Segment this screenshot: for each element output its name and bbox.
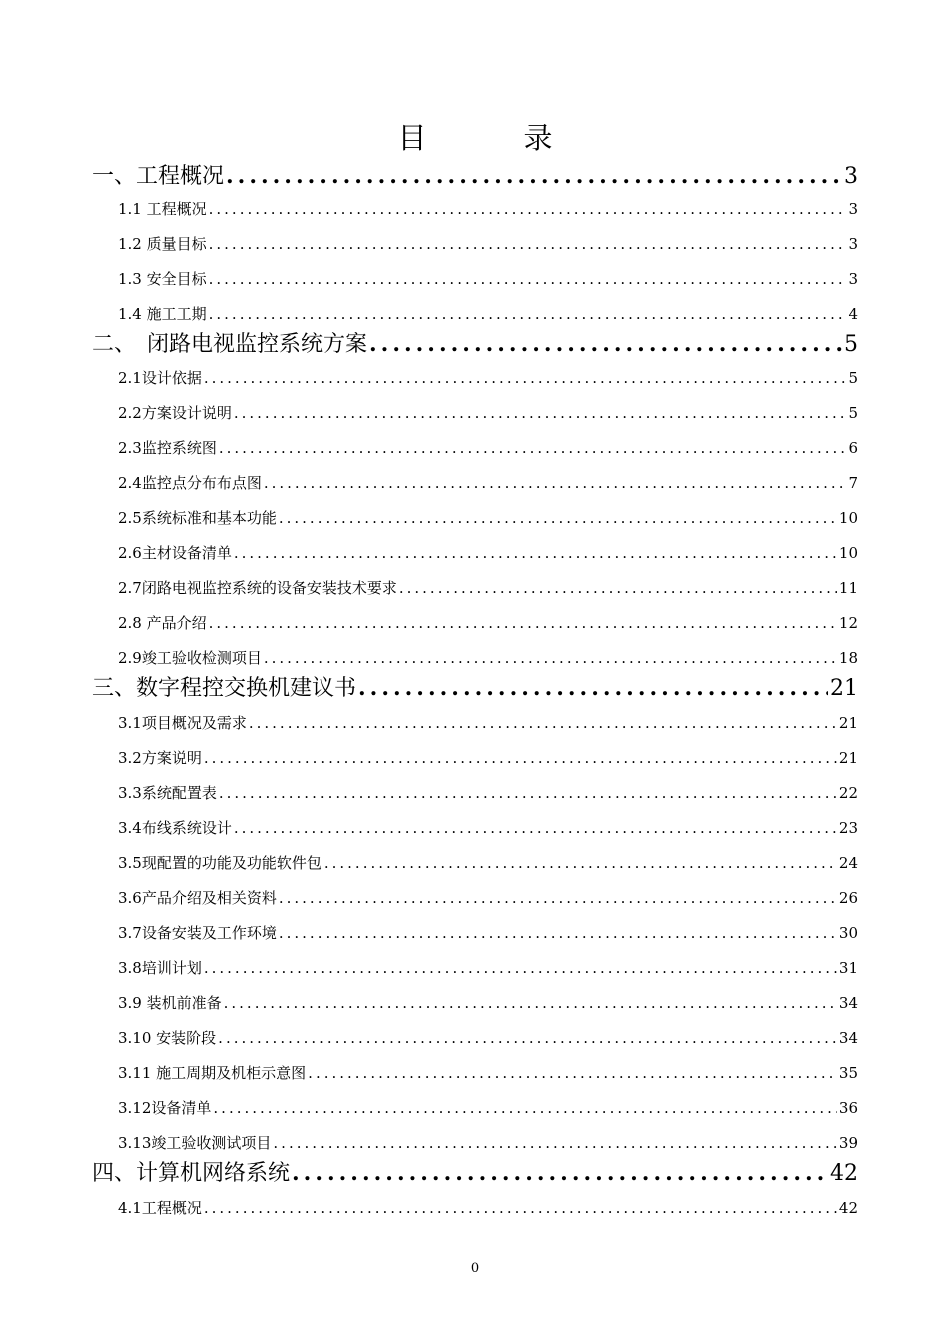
toc-entry-page-number: 11 bbox=[838, 579, 858, 597]
toc-chapter-entry[interactable] bbox=[92, 672, 858, 704]
toc-dot-leader bbox=[273, 1131, 837, 1155]
toc-entry-label: 3.1项目概况及需求 bbox=[118, 714, 247, 732]
toc-section-entry[interactable] bbox=[118, 956, 858, 980]
toc-entry-label: 二、 闭路电视监控系统方案 bbox=[92, 332, 368, 357]
toc-entry-page-number: 26 bbox=[838, 889, 858, 907]
toc-entry-page-number: 10 bbox=[838, 544, 858, 562]
toc-section-entry[interactable] bbox=[118, 991, 858, 1015]
toc-dot-leader bbox=[219, 781, 837, 805]
toc-section-entry[interactable] bbox=[118, 197, 858, 221]
toc-entry-page-number: 35 bbox=[838, 1064, 858, 1082]
toc-dot-leader bbox=[209, 197, 847, 221]
toc-entry-label: 1.3 安全目标 bbox=[118, 270, 207, 288]
toc-dot-leader bbox=[224, 991, 837, 1015]
toc-section-entry[interactable] bbox=[118, 267, 858, 291]
toc-entry-label: 1.2 质量目标 bbox=[118, 235, 207, 253]
toc-entry-page-number: 3 bbox=[848, 200, 858, 218]
toc-entry-page-number: 3 bbox=[848, 235, 858, 253]
toc-entry-label: 3.9 装机前准备 bbox=[118, 994, 222, 1012]
toc-entry-label: 2.4监控点分布布点图 bbox=[118, 474, 262, 492]
toc-entry-label: 2.6主材设备清单 bbox=[118, 544, 232, 562]
toc-entry-label: 3.11 施工周期及机柜示意图 bbox=[118, 1064, 307, 1082]
toc-dot-leader bbox=[292, 1157, 828, 1189]
toc-entry-page-number: 18 bbox=[838, 649, 858, 667]
toc-section-entry[interactable] bbox=[118, 541, 858, 565]
toc-dot-leader bbox=[249, 711, 837, 735]
toc-entry-page-number: 6 bbox=[848, 439, 858, 457]
toc-section-entry[interactable] bbox=[118, 1061, 858, 1085]
toc-entry-label: 3.6产品介绍及相关资料 bbox=[118, 889, 277, 907]
toc-dot-leader bbox=[213, 1096, 837, 1120]
toc-section-entry[interactable] bbox=[118, 1026, 858, 1050]
toc-dot-leader bbox=[324, 851, 837, 875]
toc-entry-page-number: 30 bbox=[838, 924, 858, 942]
toc-section-entry[interactable] bbox=[118, 816, 858, 840]
toc-dot-leader bbox=[226, 160, 842, 192]
toc-section-entry[interactable] bbox=[118, 401, 858, 425]
toc-section-entry[interactable] bbox=[118, 1096, 858, 1120]
toc-dot-leader bbox=[358, 672, 828, 704]
toc-entry-page-number: 36 bbox=[838, 1099, 858, 1117]
toc-entry-page-number: 39 bbox=[838, 1134, 858, 1152]
toc-entry-page-number: 12 bbox=[838, 614, 858, 632]
toc-entry-label: 1.4 施工工期 bbox=[118, 305, 207, 323]
toc-section-entry[interactable] bbox=[118, 1131, 858, 1155]
toc-entry-label: 3.2方案说明 bbox=[118, 749, 202, 767]
toc-entry-page-number: 21 bbox=[838, 749, 858, 767]
toc-entry-page-number: 3 bbox=[844, 164, 858, 189]
toc-section-entry[interactable] bbox=[118, 576, 858, 600]
toc-dot-leader bbox=[369, 328, 842, 360]
toc-entry-page-number: 34 bbox=[838, 994, 858, 1012]
toc-dot-leader bbox=[219, 436, 847, 460]
toc-chapter-entry[interactable] bbox=[92, 1157, 858, 1189]
toc-section-entry[interactable] bbox=[118, 851, 858, 875]
toc-dot-leader bbox=[209, 611, 837, 635]
toc-dot-leader bbox=[209, 232, 847, 256]
toc-entry-page-number: 42 bbox=[830, 1161, 858, 1186]
page-title: 目 录 bbox=[397, 121, 587, 155]
toc-entry-page-number: 5 bbox=[848, 404, 858, 422]
toc-dot-leader bbox=[234, 541, 837, 565]
toc-section-entry[interactable] bbox=[118, 611, 858, 635]
toc-dot-leader bbox=[234, 401, 847, 425]
toc-entry-page-number: 34 bbox=[838, 1029, 858, 1047]
toc-dot-leader bbox=[218, 1026, 837, 1050]
toc-section-entry[interactable] bbox=[118, 921, 858, 945]
toc-entry-label: 三、数字程控交换机建议书 bbox=[92, 676, 357, 701]
toc-section-entry[interactable] bbox=[118, 1196, 858, 1220]
toc-dot-leader bbox=[279, 921, 837, 945]
toc-dot-leader bbox=[234, 816, 837, 840]
toc-entry-page-number: 4 bbox=[848, 305, 858, 323]
toc-entry-label: 3.7设备安装及工作环境 bbox=[118, 924, 277, 942]
toc-entry-page-number: 10 bbox=[838, 509, 858, 527]
toc-section-entry[interactable] bbox=[118, 232, 858, 256]
toc-entry-label: 2.1设计依据 bbox=[118, 369, 202, 387]
toc-entry-label: 3.13竣工验收测试项目 bbox=[118, 1134, 272, 1152]
toc-entry-page-number: 7 bbox=[848, 474, 858, 492]
toc-section-entry[interactable] bbox=[118, 506, 858, 530]
toc-section-entry[interactable] bbox=[118, 746, 858, 770]
toc-section-entry[interactable] bbox=[118, 471, 858, 495]
toc-dot-leader bbox=[204, 746, 837, 770]
toc-dot-leader bbox=[209, 267, 847, 291]
toc-dot-leader bbox=[204, 1196, 837, 1220]
toc-entry-label: 3.5现配置的功能及功能软件包 bbox=[118, 854, 322, 872]
toc-dot-leader bbox=[209, 302, 847, 326]
toc-entry-label: 2.2方案设计说明 bbox=[118, 404, 232, 422]
toc-dot-leader bbox=[308, 1061, 837, 1085]
toc-entry-page-number: 31 bbox=[838, 959, 858, 977]
toc-section-entry[interactable] bbox=[118, 436, 858, 460]
toc-entry-page-number: 3 bbox=[848, 270, 858, 288]
toc-entry-label: 3.4布线系统设计 bbox=[118, 819, 232, 837]
toc-entry-page-number: 5 bbox=[844, 332, 858, 357]
toc-dot-leader bbox=[204, 366, 847, 390]
toc-dot-leader bbox=[279, 506, 837, 530]
toc-entry-page-number: 22 bbox=[838, 784, 858, 802]
toc-entry-label: 2.9竣工验收检测项目 bbox=[118, 649, 262, 667]
toc-entry-page-number: 21 bbox=[830, 676, 858, 701]
toc-entry-label: 2.5系统标准和基本功能 bbox=[118, 509, 277, 527]
toc-dot-leader bbox=[264, 646, 837, 670]
toc-dot-leader bbox=[204, 956, 837, 980]
toc-entry-label: 2.7闭路电视监控系统的设备安装技术要求 bbox=[118, 579, 397, 597]
page-number: 0 bbox=[470, 1261, 480, 1276]
toc-entry-label: 3.10 安装阶段 bbox=[118, 1029, 217, 1047]
toc-section-entry[interactable] bbox=[118, 366, 858, 390]
toc-chapter-entry[interactable] bbox=[92, 328, 858, 360]
toc-section-entry[interactable] bbox=[118, 302, 858, 326]
toc-entry-label: 3.3系统配置表 bbox=[118, 784, 217, 802]
toc-dot-leader bbox=[264, 471, 847, 495]
toc-chapter-entry[interactable] bbox=[92, 160, 858, 192]
toc-entry-label: 2.8 产品介绍 bbox=[118, 614, 207, 632]
toc-section-entry[interactable] bbox=[118, 886, 858, 910]
toc-entry-label: 1.1 工程概况 bbox=[118, 200, 207, 218]
toc-entry-label: 3.8培训计划 bbox=[118, 959, 202, 977]
toc-section-entry[interactable] bbox=[118, 711, 858, 735]
toc-section-entry[interactable] bbox=[118, 646, 858, 670]
toc-entry-page-number: 21 bbox=[838, 714, 858, 732]
toc-entry-label: 4.1工程概况 bbox=[118, 1199, 202, 1217]
toc-entry-label: 3.12设备清单 bbox=[118, 1099, 212, 1117]
toc-entry-label: 一、工程概况 bbox=[92, 164, 225, 189]
toc-dot-leader bbox=[399, 576, 837, 600]
toc-entry-page-number: 5 bbox=[848, 369, 858, 387]
toc-entry-page-number: 23 bbox=[838, 819, 858, 837]
toc-entry-label: 2.3监控系统图 bbox=[118, 439, 217, 457]
toc-entry-label: 四、计算机网络系统 bbox=[92, 1161, 291, 1186]
toc-section-entry[interactable] bbox=[118, 781, 858, 805]
toc-entry-page-number: 24 bbox=[838, 854, 858, 872]
toc-entry-page-number: 42 bbox=[838, 1199, 858, 1217]
toc-dot-leader bbox=[279, 886, 837, 910]
